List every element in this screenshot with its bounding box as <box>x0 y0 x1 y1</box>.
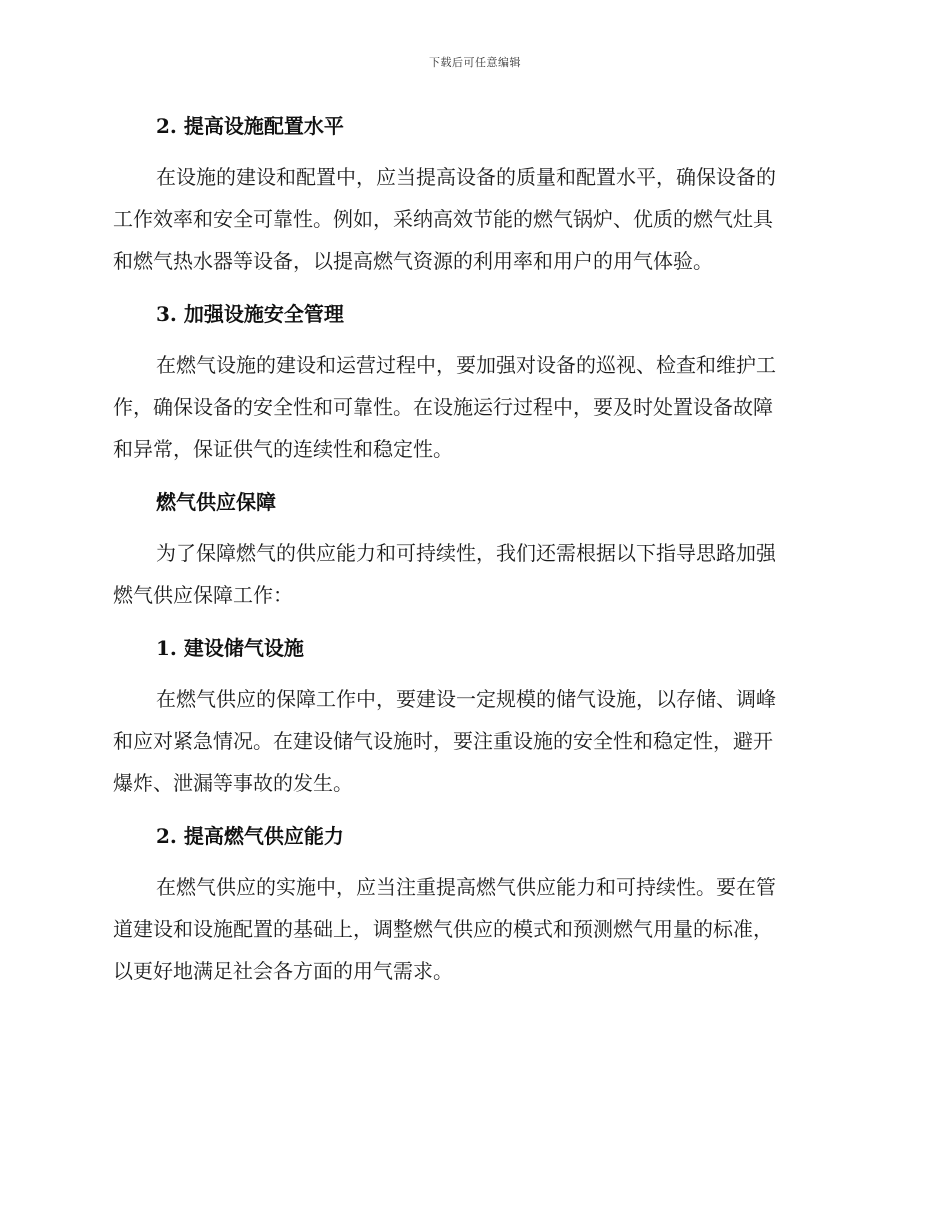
page-header: 下载后可任意编辑 <box>429 56 521 69</box>
document-body <box>113 110 833 992</box>
section <box>113 110 833 282</box>
paragraph-line: 以更好地满足社会各方面的用气需求。 <box>113 959 453 983</box>
section <box>113 820 833 992</box>
section-paragraph <box>113 866 833 992</box>
section-heading: 3. 加强设施安全管理 <box>156 302 344 326</box>
paragraph-line: 作，确保设备的安全性和可靠性。在设施运行过程中，要及时处置设备故障 <box>113 395 773 419</box>
section-paragraph <box>113 344 833 470</box>
paragraph-line: 在燃气设施的建设和运营过程中，要加强对设备的巡视、检查和维护工 <box>156 353 776 377</box>
section-paragraph <box>113 532 833 616</box>
section <box>113 632 833 804</box>
paragraph-line: 在燃气供应的实施中，应当注重提高燃气供应能力和可持续性。要在管 <box>156 875 776 899</box>
paragraph-line: 道建设和设施配置的基础上，调整燃气供应的模式和预测燃气用量的标准， <box>113 917 773 941</box>
section-heading: 1. 建设储气设施 <box>156 636 304 660</box>
section-paragraph <box>113 678 833 804</box>
section-paragraph <box>113 156 833 282</box>
paragraph-line: 工作效率和安全可靠性。例如，采纳高效节能的燃气锅炉、优质的燃气灶具 <box>113 207 773 231</box>
section-heading: 燃气供应保障 <box>156 490 276 514</box>
paragraph-line: 爆炸、泄漏等事故的发生。 <box>113 771 353 795</box>
paragraph-line: 和应对紧急情况。在建设储气设施时，要注重设施的安全性和稳定性，避开 <box>113 729 773 753</box>
paragraph-line: 和异常，保证供气的连续性和稳定性。 <box>113 437 453 461</box>
paragraph-line: 和燃气热水器等设备，以提高燃气资源的利用率和用户的用气体验。 <box>113 249 713 273</box>
section <box>113 298 833 470</box>
paragraph-line: 在燃气供应的保障工作中，要建设一定规模的储气设施，以存储、调峰 <box>156 687 776 711</box>
paragraph-line: 燃气供应保障工作： <box>113 583 293 607</box>
paragraph-line: 为了保障燃气的供应能力和可持续性，我们还需根据以下指导思路加强 <box>156 541 776 565</box>
section-heading: 2. 提高燃气供应能力 <box>156 824 344 848</box>
section-heading: 2. 提高设施配置水平 <box>156 114 344 138</box>
section <box>113 486 833 616</box>
paragraph-line: 在设施的建设和配置中，应当提高设备的质量和配置水平，确保设备的 <box>156 165 776 189</box>
